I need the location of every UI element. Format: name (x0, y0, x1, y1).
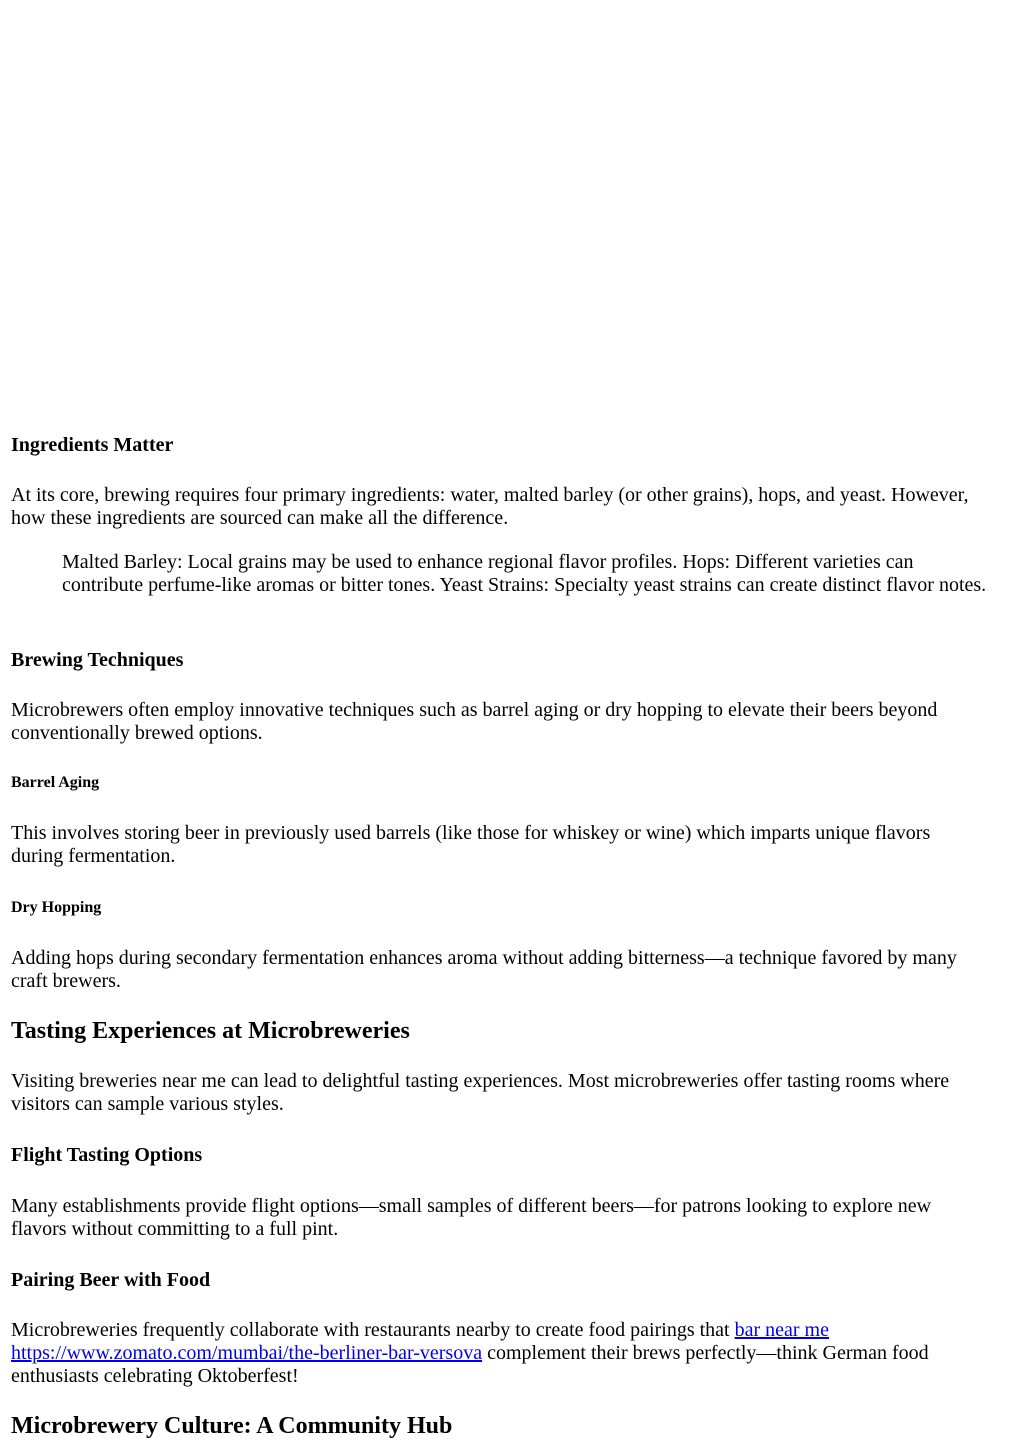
pairing-text-before: Microbreweries frequently collaborate with restaurants nearby to create food pairings that (11, 1319, 735, 1341)
dry-hopping-heading: Dry Hopping (11, 899, 102, 916)
pairing-text-after: complement their brews perfectly—think German food enthusiasts celebrating Oktoberfest! (11, 1342, 929, 1387)
tasting-experiences-heading: Tasting Experiences at Microbreweries (11, 1018, 410, 1044)
ingredients-paragraph: At its core, brewing requires four primary ingredients: water, malted barley (or other grains), hops, and yeast. However, how these ingredients are sourced can make all the difference. (11, 484, 969, 529)
dry-hopping-paragraph: Adding hops during secondary fermentation enhances aroma without adding bitterness—a technique favored by many craft brewers. (11, 947, 957, 992)
ingredients-heading: Ingredients Matter (11, 434, 174, 456)
barrel-aging-paragraph: This involves storing beer in previously used barrels (like those for whiskey or wine) which imparts unique flavors during fermentation. (11, 822, 931, 867)
barrel-aging-heading: Barrel Aging (11, 774, 100, 791)
brewing-techniques-heading: Brewing Techniques (11, 649, 184, 671)
flight-tasting-paragraph: Many establishments provide flight options—small samples of different beers—for patrons looking to explore new flavors without committing to a full pint. (11, 1195, 932, 1240)
pairing-beer-heading: Pairing Beer with Food (11, 1269, 211, 1291)
bar-near-me-link[interactable]: bar near me (734, 1319, 829, 1341)
zomato-url-link[interactable]: https://www.zomato.com/mumbai/the-berliner-bar-versova (11, 1342, 483, 1364)
tasting-experiences-paragraph: Visiting breweries near me can lead to delightful tasting experiences. Most microbreweries offer tasting rooms where visitors can sample various styles. (11, 1070, 950, 1115)
flight-tasting-heading: Flight Tasting Options (11, 1144, 203, 1166)
ingredients-list-block: Malted Barley: Local grains may be used to enhance regional flavor profiles. Hops: Different varieties can contribute perfume-like aromas or bitter tones. Yeast Strains: Specialty yeast strains can create distinct flavor notes. (62, 551, 987, 596)
brewing-techniques-paragraph: Microbrewers often employ innovative techniques such as barrel aging or dry hopping to elevate their beers beyond conventionally brewed options. (11, 699, 938, 744)
pairing-beer-paragraph (11, 1319, 986, 1388)
microbrewery-culture-heading: Microbrewery Culture: A Community Hub (11, 1413, 453, 1439)
